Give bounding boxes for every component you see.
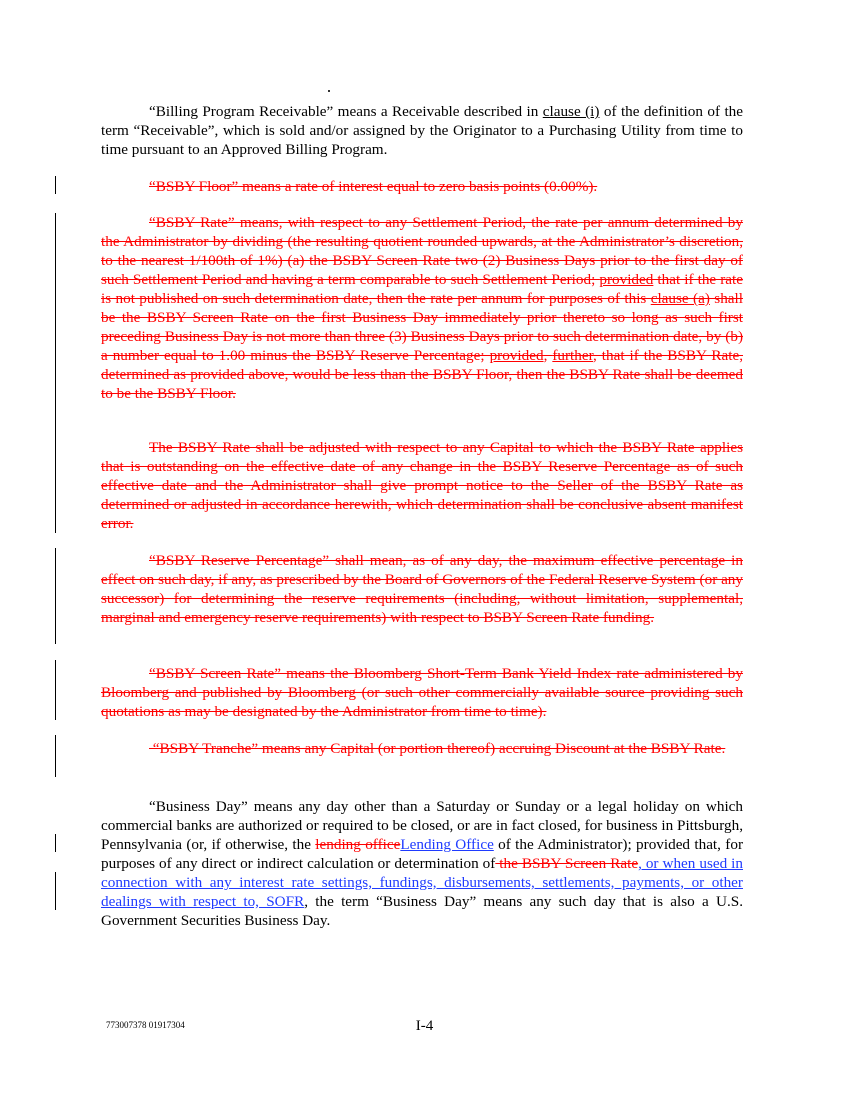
change-bar (55, 437, 56, 533)
bsby-rate-adjustment-deleted: The BSBY Rate shall be adjusted with respect to any Capital to which the BSBY Rate applies that is outstanding on the effective date of any change in the BSBY Reserve Percentage as of such effective date and the Administrator shall give prompt notice to the Seller of the BSBY Rate as determined or adjusted in accordance herewith, which determination shall be conclusive absent manifest error. (101, 439, 743, 532)
definition-bsby-reserve-percentage-deleted: “BSBY Reserve Percentage” shall mean, as of any day, the maximum effective percentage in effect on such day, if any, as prescribed by the Board of Governors of the Federal Reserve System (or any successor) for determining the reserve requirements (including, without limitation, supplemental, marginal and emergency reserve requirements) with respect to BSBY Screen Rate funding. (101, 552, 743, 626)
definition-billing-program-receivable: “Billing Program Receivable” means a Receivable described in clause (i) of the definition of the term “Receivable”, which is sold and/or assigned by the Originator to a Purchasing Utility from time to time pursuant to an Approved Billing Program. (101, 103, 744, 158)
clause-reference: clause (i) (542, 103, 600, 120)
deleted-text: the BSBY Screen Rate (495, 855, 639, 872)
change-bar (55, 834, 56, 852)
page-number: I-4 (415, 1018, 434, 1034)
deleted-text: lending office (315, 836, 401, 853)
definition-bsby-screen-rate-deleted: “BSBY Screen Rate” means the Bloomberg Short-Term Bank Yield Index rate administered by Bloomberg and published by Bloomberg (or such other commercially available source providing such quotations as may be designated by the Administrator from time to time). (101, 665, 743, 720)
change-bar (55, 872, 56, 910)
inserted-text: , or when used in connection with any interest rate settings, fundings, disbursements, settlements, payments, or other dealings with respect to, SOFR (101, 855, 743, 910)
inserted-text: Lending Office (400, 836, 494, 853)
definition-business-day: “Business Day” means any day other than a Saturday or Sunday or a legal holiday on which commercial banks are authorized or required to be closed, or are in fact closed, for business in Pittsburgh, Pennsylvania (or, if otherwise, the lending officeLending Office of the Administrator); provided that, for purposes of any direct or indirect calculation or determination of the BSBY Screen Rate, or when used in connection with any interest rate settings, fundings, disbursements, settlements, payments, or other dealings with respect to, SOFR, the term “Business Day” means any such day that is also a U.S. Government Securities Business Day. (101, 798, 744, 929)
change-bar (55, 660, 56, 720)
definition-bsby-tranche-deleted: “BSBY Tranche” means any Capital (or portion thereof) accruing Discount at the BSBY Rate. (149, 740, 726, 757)
definition-bsby-rate-deleted: “BSBY Rate” means, with respect to any Settlement Period, the rate per annum determined by the Administrator by dividing (the resulting quotient rounded upwards, at the Administrator’s discretion, to the nearest 1/100th of 1%) (a) the BSBY Screen Rate two (2) Business Days prior to the first day of such Settlement Period and having a term comparable to such Settlement Period; provided that if the rate is not published on such determination date, then the rate per annum for purposes of this clause (a) shall be the BSBY Screen Rate on the first Business Day immediately prior thereto so long as such first preceding Business Day is not more than three (3) Business Days prior to such determination date, by (b) a number equal to 1.00 minus the BSBY Reserve Percentage; provided, further, that if the BSBY Rate, determined as provided above, would be less than the BSBY Floor, then the BSBY Rate shall be deemed to be the BSBY Floor. (101, 214, 743, 402)
document-id: 773007378 01917304 (106, 1020, 185, 1030)
definition-bsby-floor-deleted: “BSBY Floor” means a rate of interest equal to zero basis points (0.00%). (149, 178, 598, 195)
change-bar (55, 548, 56, 644)
change-bar (55, 176, 56, 194)
stray-mark (328, 90, 330, 92)
change-bar (55, 735, 56, 777)
change-bar (55, 213, 56, 449)
